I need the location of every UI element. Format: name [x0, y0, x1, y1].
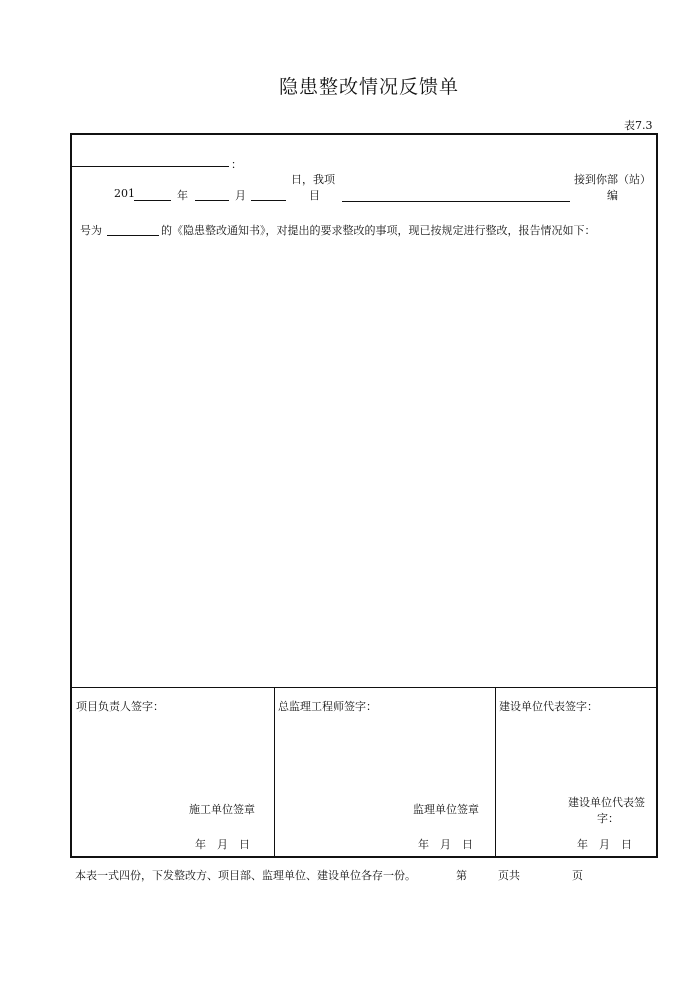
bian-char: 编	[607, 189, 618, 202]
construction-unit-stamp: 施工单位签章	[189, 803, 255, 816]
year-char: 年	[177, 189, 188, 202]
form-frame	[70, 133, 658, 858]
page-suffix: 页	[572, 869, 583, 882]
chief-supervisor-sign-label: 总监理工程师签字：	[278, 700, 377, 713]
jie-dao-text: 接到你部（站）	[574, 173, 651, 186]
addressee-blank[interactable]	[72, 166, 229, 167]
notice-number-blank[interactable]	[107, 235, 159, 236]
ri-wo-xiang-text: 日，我项	[291, 173, 335, 186]
supervision-unit-stamp: 监理单位签章	[413, 803, 479, 816]
document-title: 隐患整改情况反馈单	[279, 76, 460, 98]
col2-date: 年 月 日	[418, 838, 473, 851]
year-blank[interactable]	[134, 200, 171, 201]
page-middle: 页共	[498, 869, 520, 882]
col3-date: 年 月 日	[577, 838, 632, 851]
day-blank[interactable]	[251, 200, 286, 201]
body-text: 的《隐患整改通知书》，对提出的要求整改的事项，现已按规定进行整改，报告情况如下：	[161, 224, 596, 237]
project-name-blank[interactable]	[342, 201, 570, 202]
signature-col-divider-2	[495, 687, 496, 857]
month-char: 月	[235, 189, 246, 202]
owner-rep-stamp-line2: 字：	[597, 812, 619, 825]
body-prefix: 号为	[80, 224, 102, 237]
signature-divider	[71, 687, 657, 688]
addressee-colon: ：	[231, 158, 242, 171]
mu-char: 目	[309, 189, 320, 202]
signature-col-divider-1	[274, 687, 275, 857]
owner-rep-sign-label: 建设单位代表签字：	[499, 700, 598, 713]
footer-note: 本表一式四份，下发整改方、项目部、监理单位、建设单位各存一份。	[75, 869, 416, 882]
year-prefix: 201	[114, 187, 135, 200]
col1-date: 年 月 日	[195, 838, 250, 851]
page-prefix: 第	[456, 869, 467, 882]
owner-rep-stamp-line1: 建设单位代表签	[568, 796, 645, 809]
month-blank[interactable]	[195, 200, 229, 201]
table-number: 表7.3	[624, 119, 653, 132]
project-manager-sign-label: 项目负责人签字：	[76, 700, 164, 713]
